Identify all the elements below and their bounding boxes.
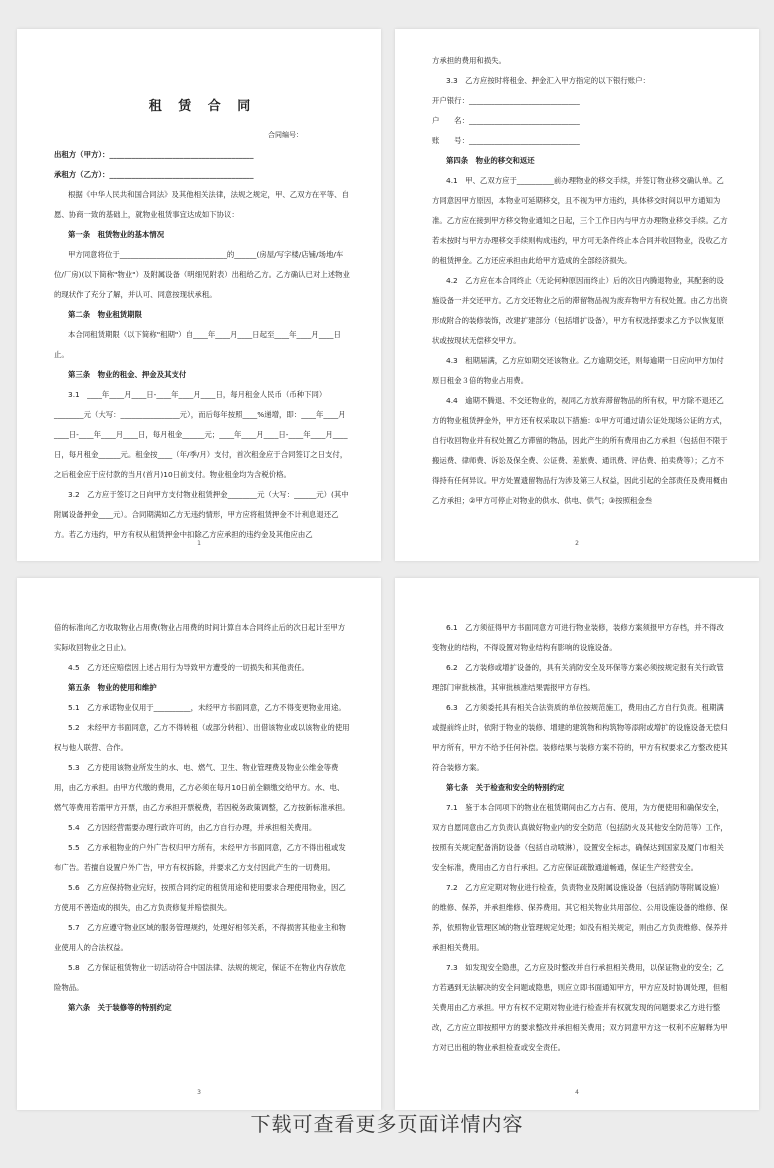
paragraph: 本合同租赁期限（以下简称"租期"）自____年____月____日起至____年____月____日止。	[54, 330, 341, 359]
clause: 6.1 乙方须征得甲方书面同意方可进行物业装修，装修方案须报甲方存档，并不得改变物业的结构，不得设置对物业结构有影响的设施设备。	[432, 623, 724, 652]
article-heading: 第一条 租赁物业的基本情况	[68, 230, 165, 239]
clause: 5.6 乙方应保持物业完好，按照合同约定的租赁用途和使用要求合理使用物业，因乙方使用不善造成的损失，由乙方负责修复并赔偿损失。	[54, 883, 346, 912]
article-heading: 第六条 关于装修等的特别约定	[68, 1003, 172, 1012]
preamble: 根据《中华人民共和国合同法》及其他相关法律，法规之规定，甲、乙双方在平等、自愿、协商一致的基础上，就物业租赁事宜达成如下协议：	[54, 190, 349, 219]
clause: 3.2 乙方应于签订之日向甲方支付物业租赁押金________元（大写：______元）(其中附属设备押金____元）。合同期满如乙方无违约情形，甲方应将租赁押金不计利息退还乙方。若乙方违约，甲方有权从租赁押金中扣除乙方应承担的违约金及其他应由乙	[54, 490, 349, 539]
page-number: 3	[197, 1089, 201, 1096]
paragraph: 甲方同意将位于_____________________________的______(房屋/写字楼/店铺/场地/车位/厂房)(以下简称"物业"）及附属设备（明细见附表）出租给乙方。乙方确认已对上述物业的现状作了充分了解，并认可、同意按现状承租。	[54, 250, 350, 299]
clause: 3.3 乙方应按时将租金、押金汇入甲方指定的以下银行账户：	[446, 76, 650, 85]
article-heading: 第七条 关于检查和安全的特别约定	[446, 783, 565, 792]
clause: 6.2 乙方装修或增扩设备的，具有关消防安全及环保等方案必须按规定报有关行政管理部门审批核准，其审批核准结果需报甲方存档。	[432, 663, 724, 692]
page-number: 4	[575, 1089, 579, 1096]
article-heading: 第四条 物业的移交和返还	[446, 156, 535, 165]
page-number: 1	[197, 540, 201, 547]
lessee-line: 承租方（乙方）：_______________________________________	[54, 170, 254, 179]
document-page-1	[17, 29, 381, 561]
clause: 4.1 甲、乙双方应于__________前办理物业的移交手续，并签订物业移交确认单。乙方同意因甲方原因，本物业可延期移交，且不视为甲方违约，具体移交时间以甲方通知为准。乙方应在接到甲方移交物业通知之日起，三个工作日内与甲方办理物业移交手续。乙方若未按时与甲方办理移交手续则构成违约，甲方可无条件终止本合同并收回物业，没收乙方的租赁押金。乙方还应承担由此给甲方造成的全部经济损失。	[432, 176, 728, 265]
article-heading: 第五条 物业的使用和维护	[68, 683, 157, 692]
article-heading: 第三条 物业的租金、押金及其支付	[68, 370, 187, 379]
clause: 4.3 租期届满，乙方应如期交还该物业。乙方逾期交还，则每逾期一日应向甲方加付原日租金３倍的物业占用费。	[432, 356, 724, 385]
bank-line: 开户银行：______________________________	[432, 96, 580, 105]
clause: 6.3 乙方须委托具有相关合法资质的单位按规范施工，费用由乙方自行负责。租期满或提前终止时，依附于物业的装修、增建的建筑物和构筑物等添附或增扩的设施设备无偿归甲方所有，甲方不给予任何补偿。装修结果与装修方案不符的，甲方有权要求乙方整改使其符合装修方案。	[432, 703, 728, 772]
clause: 5.7 乙方应遵守物业区域的服务管理规约，处理好相邻关系，不得损害其他业主和物业使用人的合法权益。	[54, 923, 346, 952]
clause: 4.5 乙方还应赔偿因上述占用行为导致甲方遭受的一切损失和其他责任。	[68, 663, 309, 672]
contract-title: 租 赁 合 同	[148, 99, 257, 114]
download-more-prompt[interactable]: 下载可查看更多页面详情内容	[250, 1112, 524, 1136]
account-name-line: 户 名：______________________________	[432, 116, 580, 125]
clause: 5.5 乙方承租物业的户外广告权归甲方所有，未经甲方书面同意，乙方不得出租或发布广告。若擅自设置户外广告，甲方有权拆除，并要求乙方支付因此产生的一切费用。	[54, 843, 346, 872]
article-heading: 第二条 物业租赁期限	[68, 310, 142, 319]
clause: 4.2 乙方应在本合同终止（无论何种原因而终止）后的次日内腾退物业，其配套的设施设备一并交还甲方。乙方交还物业之后的滞留物品视为废弃物甲方有权处置。由乙方出资形成附合的装修装饰，改建扩建部分（包括增扩设备），甲方有权选择要求乙方予以恢复原状或按现状无偿移交甲方。	[432, 276, 728, 345]
clause: 7.3 如发现安全隐患，乙方应及时整改并自行承担相关费用，以保证物业的安全；乙方若遇到无法解决的安全问题或隐患，则应立即书面通知甲方，甲方应及时协调处理，但相关费用由乙方承担。甲方有权不定期对物业进行检查并有权就发现的问题要求乙方进行整改，乙方应立即按照甲方的要求整改并承担相关费用；双方同意甲方这一权利不应解释为甲方对已出租的物业承担检查或安全责任。	[432, 963, 728, 1052]
page-number: 2	[575, 540, 579, 547]
clause: 5.4 乙方因经营需要办理行政许可的，由乙方自行办理，并承担相关费用。	[68, 823, 317, 832]
lessor-line: 出租方（甲方）：_______________________________________	[54, 150, 254, 159]
clause: 7.2 乙方应定期对物业进行检查，负责物业及附属设施设备（包括消防等附属设施）的维修、保养，并承担维修、保养费用。其它相关物业共用部位、公用设施设备的维修、保养，依照物业管理区域的物业管理规定处理；如没有相关规定，则由乙方负责维修、保养并承担相关费用。	[432, 883, 728, 952]
clause: 5.1 乙方承诺物业仅用于__________，未经甲方书面同意，乙方不得变更物业用途。	[68, 703, 346, 712]
clause: 4.4 逾期不腾退、不交还物业的，视同乙方放弃滞留物品的所有权，甲方除不退还乙方的物业租赁押金外，甲方还有权采取以下措施：①甲方可通过请公证处现场公证的方式，自行收回物业并有权处置乙方滞留的物品，因此产生的所有费用由乙方承担（包括但不限于搬运费、律师费、诉讼及保全费、公证费、差旅费、通讯费、评估费、拍卖费等）；乙方不得持有任何异议。甲方处置遗留物品行为涉及第三人权益，因此引起的全部责任及费用概由乙方承担；②甲方可停止对物业的供水、供电、供气；③按照租金叁	[432, 396, 728, 505]
contract-number-label: 合同编号：	[268, 131, 303, 139]
clause: 3.1 ____年____月____日-____年____月____日，每月租金人民币（币种下同）________元（大写：________________元），而后每年按照____%递增，即：____年____月____日-____年____月____日，每月租金______元；____年____月____日-____年____月____日，每月租金______元。租金按____（年/季/月）支付，首次租金应于合同签订之日支付，之后租金应于应付款的当月(首月)10日前支付。物业租金均为含税价格。	[54, 390, 348, 479]
paragraph: 方承担的费用和损失。	[432, 56, 506, 65]
paragraph: 倍的标准向乙方收取物业占用费(物业占用费的时间计算自本合同终止后的次日起计至甲方实际收回物业之日止)。	[54, 623, 346, 652]
clause: 5.2 未经甲方书面同意，乙方不得转租（或部分转租）、出借该物业或以该物业的使用权与他人联营、合作。	[54, 723, 350, 752]
clause: 5.8 乙方保证租赁物业一切活动符合中国法律、法规的规定，保证不在物业内存放危险物品。	[54, 963, 346, 992]
clause: 7.1 鉴于本合同项下的物业在租赁期间由乙方占有、使用，为方便使用和确保安全，双方自愿同意由乙方负责认真做好物业内的安全防范（包括防火及其他安全防范等）工作，按照有关规定配备消防设备（包括自动喷淋），设置安全标志，确保达到国家及厦门市相关安全标准，费用由乙方自行承担。乙方应保证疏散通道畅通，保证生产经营安全。	[432, 803, 728, 872]
document-page-3	[17, 578, 381, 1110]
clause: 5.3 乙方使用该物业所发生的水、电、燃气、卫生、物业管理费及物业公维金等费用，由乙方承担。由甲方代缴的费用，乙方必须在每月10日前全额缴交给甲方。水、电、燃气等费用若需甲方开票，由乙方承担开票税费，若因税务政策调整，乙方按新标准承担。	[54, 763, 350, 812]
document-page-2	[395, 29, 759, 561]
document-page-4	[395, 578, 759, 1110]
account-number-line: 账 号：______________________________	[432, 136, 580, 145]
